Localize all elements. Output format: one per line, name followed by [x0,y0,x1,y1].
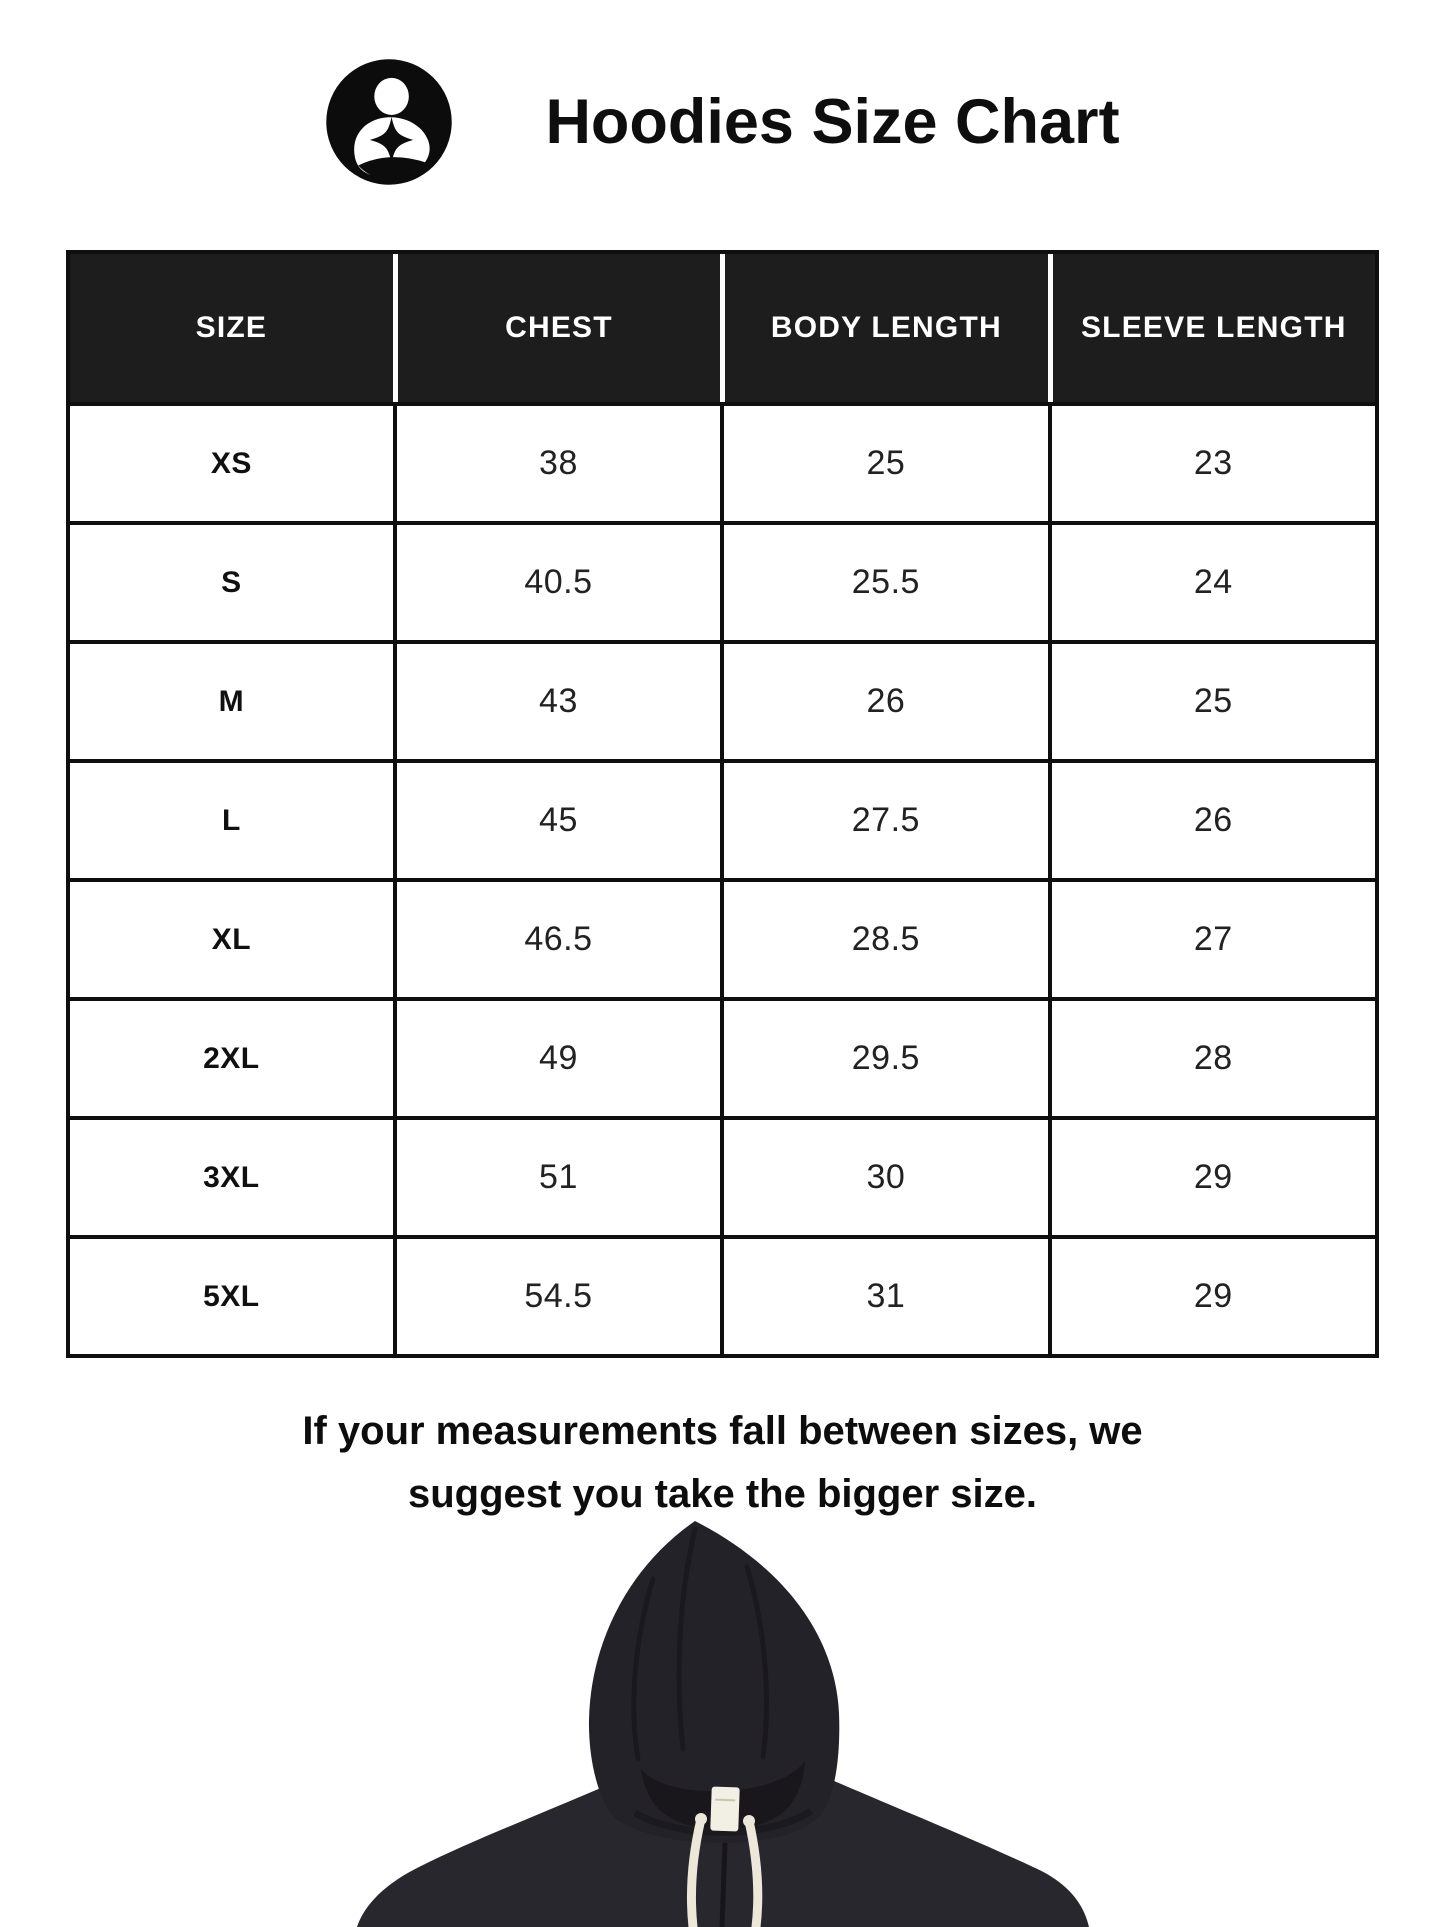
body-length-value: 27.5 [720,759,1047,878]
table-row [70,1116,1375,1235]
column-header-sleeve-length: SLEEVE LENGTH [1048,254,1375,402]
body-length-value: 25.5 [720,521,1047,640]
note-line-1: If your measurements fall between sizes, we [302,1409,1143,1453]
sleeve-length-value: 29 [1048,1116,1375,1235]
body-length-value: 30 [720,1116,1047,1235]
sleeve-length-value: 29 [1048,1235,1375,1354]
size-label: 3XL [70,1116,393,1235]
size-label: XL [70,878,393,997]
table-row [70,1235,1375,1354]
table-row [70,521,1375,640]
sleeve-length-value: 24 [1048,521,1375,640]
header [0,0,1445,186]
sleeve-length-value: 26 [1048,759,1375,878]
chest-value: 38 [393,402,720,521]
table-row [70,759,1375,878]
body-length-value: 26 [720,640,1047,759]
size-label: XS [70,402,393,521]
neck-tag [710,1787,740,1832]
body-length-value: 29.5 [720,997,1047,1116]
page-title: Hoodies Size Chart [545,87,1120,157]
table-row [70,640,1375,759]
table-row [70,997,1375,1116]
chest-value: 45 [393,759,720,878]
body-length-value: 25 [720,402,1047,521]
chest-value: 43 [393,640,720,759]
note-line-2: suggest you take the bigger size. [407,1472,1038,1516]
table-row [70,878,1375,997]
hoodie-image [349,1517,1097,1927]
chest-value: 46.5 [393,878,720,997]
column-header-size: SIZE [70,254,393,402]
chest-value: 49 [393,997,720,1116]
sleeve-length-value: 25 [1048,640,1375,759]
size-label: L [70,759,393,878]
size-label: 2XL [70,997,393,1116]
hoodie-photo [349,1517,1097,1927]
body-length-value: 28.5 [720,878,1047,997]
table-header-row [70,254,1375,402]
brand-logo-icon [325,58,453,186]
chest-value: 54.5 [393,1235,720,1354]
sleeve-length-value: 27 [1048,878,1375,997]
note [0,1400,1445,1526]
size-label: 5XL [70,1235,393,1354]
body-length-value: 31 [720,1235,1047,1354]
chest-value: 40.5 [393,521,720,640]
size-label: S [70,521,393,640]
sleeve-length-value: 28 [1048,997,1375,1116]
column-header-chest: CHEST [393,254,720,402]
sleeve-length-value: 23 [1048,402,1375,521]
size-table [66,250,1379,1358]
chest-value: 51 [393,1116,720,1235]
column-header-body-length: BODY LENGTH [720,254,1047,402]
size-label: M [70,640,393,759]
table-row [70,402,1375,521]
